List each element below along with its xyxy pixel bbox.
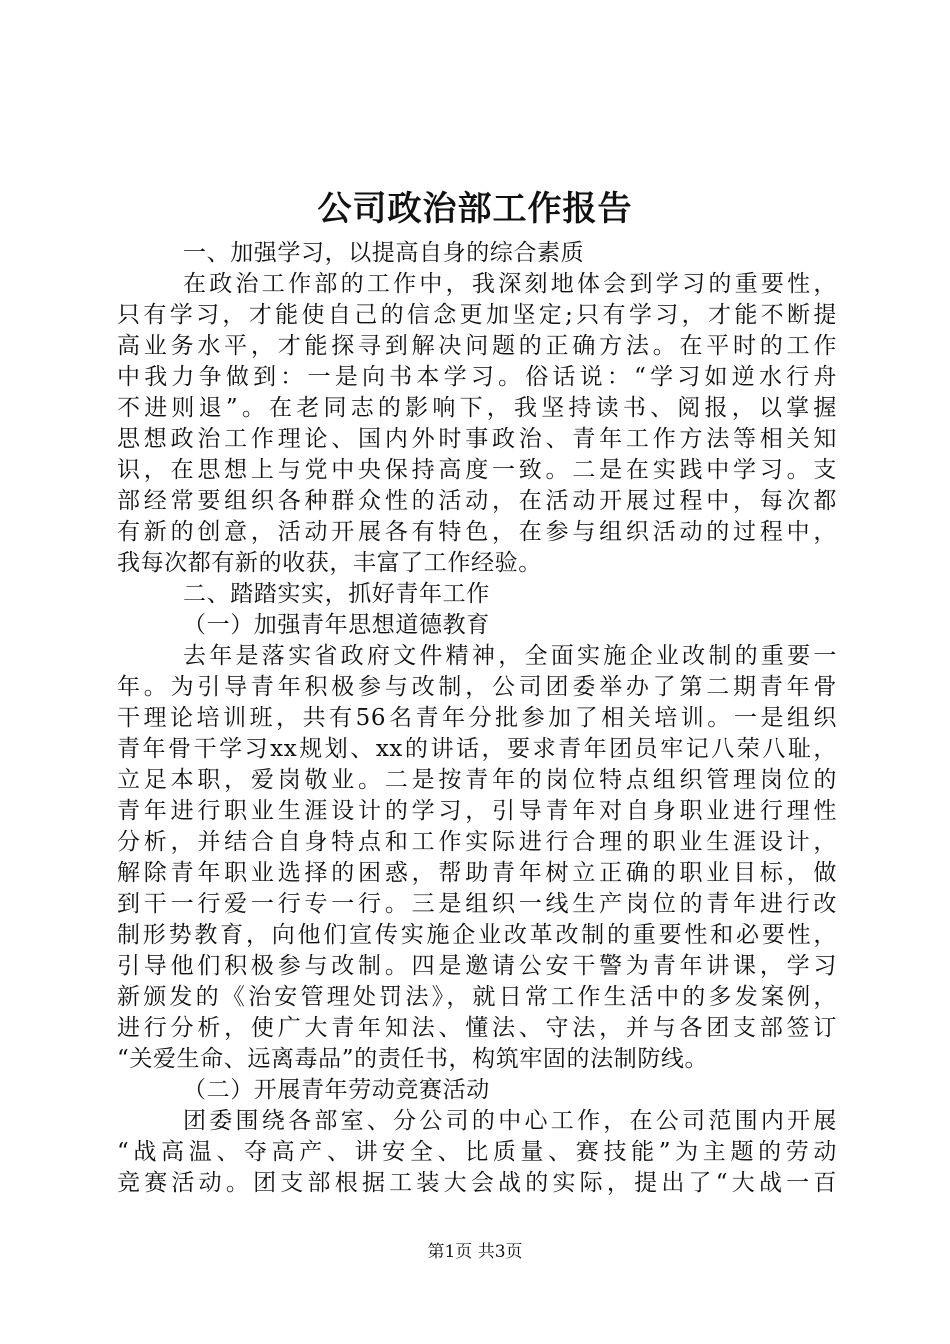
text-line: 在政治工作部的工作中，我深刻地体会到学习的重要性， <box>183 271 837 297</box>
text-line: 分析，并结合自身特点和工作实际进行合理的职业生涯设计， <box>117 829 837 855</box>
section-heading: （一）加强青年思想道德教育 <box>183 612 490 638</box>
text-line: 团委围绕各部室、分公司的中心工作，在公司范围内开展 <box>183 1108 837 1134</box>
text-line: “关爱生命、远离毒品”的责任书，构筑牢固的法制防线。 <box>117 1046 709 1072</box>
text-line: 高业务水平，才能探寻到解决问题的正确方法。在平时的工作 <box>117 333 837 359</box>
text-line: 去年是落实省政府文件精神，全面实施企业改制的重要一 <box>183 643 837 669</box>
text-line: 引导他们积极参与改制。四是邀请公安干警为青年讲课，学习 <box>117 953 837 979</box>
text-line: 有新的创意，活动开展各有特色，在参与组织活动的过程中， <box>117 519 837 545</box>
text-line: 制形势教育，向他们宣传实施企业改革改制的重要性和必要性， <box>117 922 837 948</box>
section-heading: 二、踏踏实实，抓好青年工作 <box>183 581 490 607</box>
text-line: 青年进行职业生涯设计的学习，引导青年对自身职业进行理性 <box>117 798 837 824</box>
text-line: “战高温、夺高产、讲安全、比质量、赛技能”为主题的劳动 <box>117 1139 837 1165</box>
text-line: 中我力争做到：一是向书本学习。俗话说：“学习如逆水行舟 <box>117 364 837 390</box>
text-line: 干理论培训班，共有56名青年分批参加了相关培训。一是组织 <box>117 705 837 731</box>
text-line: 新颁发的《治安管理处罚法》，就日常工作生活中的多发案例， <box>117 984 837 1010</box>
text-line: 不进则退”。在老同志的影响下，我坚持读书、阅报，以掌握 <box>117 395 837 421</box>
text-line: 青年骨干学习xx规划、xx的讲话，要求青年团员牢记八荣八耻， <box>117 736 837 762</box>
section-heading: （二）开展青年劳动竞赛活动 <box>183 1077 490 1103</box>
text-line: 思想政治工作理论、国内外时事政治、青年工作方法等相关知 <box>117 426 837 452</box>
text-line: 只有学习，才能使自己的信念更加坚定;只有学习，才能不断提 <box>117 302 837 328</box>
text-line: 部经常要组织各种群众性的活动，在活动开展过程中，每次都 <box>117 488 837 514</box>
text-line: 识，在思想上与党中央保持高度一致。二是在实践中学习。支 <box>117 457 837 483</box>
text-line: 年。为引导青年积极参与改制，公司团委举办了第二期青年骨 <box>117 674 837 700</box>
text-line: 进行分析，使广大青年知法、懂法、守法，并与各团支部签订 <box>117 1015 837 1041</box>
text-line: 到干一行爱一行专一行。三是组织一线生产岗位的青年进行改 <box>117 891 837 917</box>
text-line: 我每次都有新的收获，丰富了工作经验。 <box>117 550 542 576</box>
text-line: 解除青年职业选择的困惑，帮助青年树立正确的职业目标，做 <box>117 860 837 886</box>
document-title: 公司政治部工作报告 <box>317 189 633 229</box>
section-heading: 一、加强学习，以提高自身的综合素质 <box>183 240 585 266</box>
text-line: 竞赛活动。团支部根据工装大会战的实际，提出了“大战一百 <box>117 1170 837 1196</box>
text-line: 立足本职，爱岗敬业。二是按青年的岗位特点组织管理岗位的 <box>117 767 837 793</box>
page-footer: 第1页 共3页 <box>427 1242 523 1262</box>
document-body <box>117 238 837 1199</box>
